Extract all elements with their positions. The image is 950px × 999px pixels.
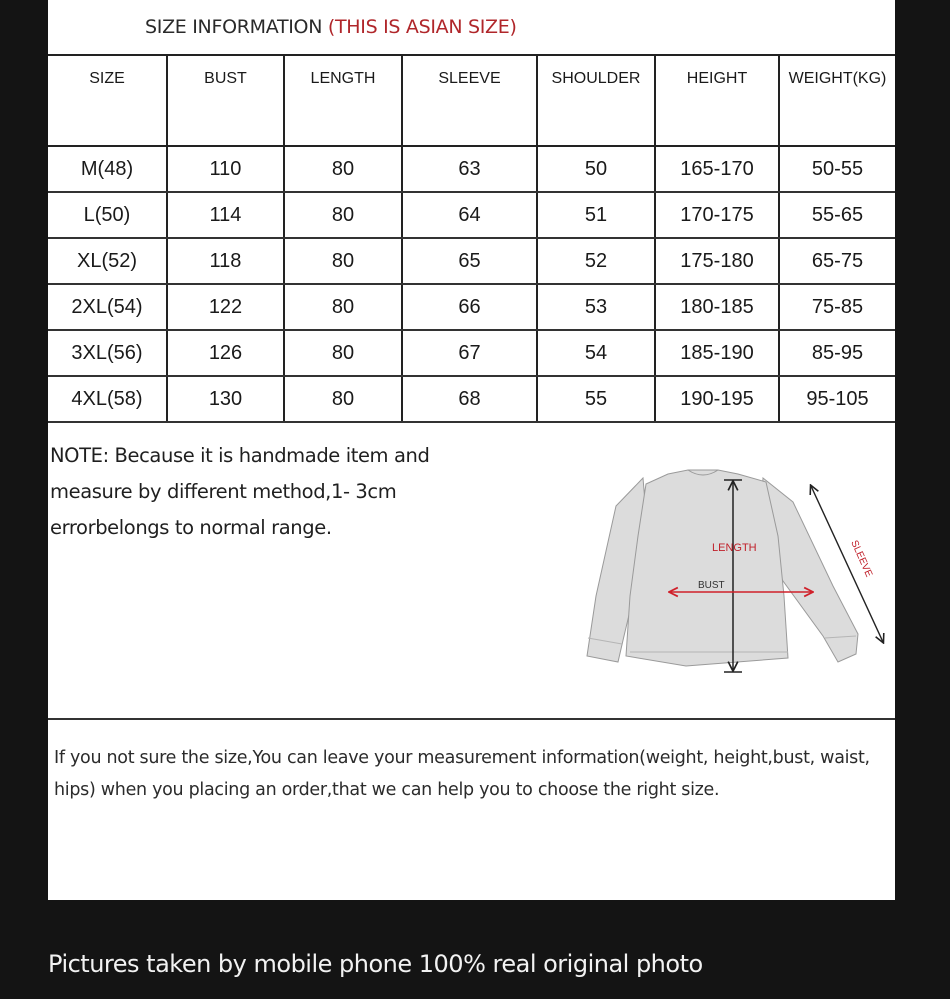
table-cell: 85-95 <box>779 330 895 376</box>
table-cell: 114 <box>167 192 284 238</box>
size-cell: 3XL(56) <box>48 330 167 376</box>
table-cell: 80 <box>284 192 402 238</box>
column-header: SHOULDER <box>537 55 655 146</box>
sleeve-label: SLEEVE <box>848 538 875 579</box>
bust-label: BUST <box>698 580 725 591</box>
table-cell: 50 <box>537 146 655 192</box>
table-row <box>48 238 895 284</box>
table-cell: 63 <box>402 146 537 192</box>
size-table-body <box>48 146 895 422</box>
size-info-title-text: SIZE INFORMATION <box>145 16 328 38</box>
size-cell: M(48) <box>48 146 167 192</box>
jacket-measurement-diagram <box>538 466 875 678</box>
table-row <box>48 192 895 238</box>
note-line: measure by different method,1- 3cm <box>50 480 397 503</box>
table-cell: 66 <box>402 284 537 330</box>
table-cell: 67 <box>402 330 537 376</box>
size-cell: 2XL(54) <box>48 284 167 330</box>
handmade-note <box>50 438 460 546</box>
column-header: HEIGHT <box>655 55 779 146</box>
table-cell: 55-65 <box>779 192 895 238</box>
column-header: WEIGHT(KG) <box>779 55 895 146</box>
photo-footer-caption: Pictures taken by mobile phone 100% real original photo <box>48 950 703 978</box>
table-cell: 51 <box>537 192 655 238</box>
size-info-title <box>145 16 517 38</box>
table-cell: 64 <box>402 192 537 238</box>
table-cell: 68 <box>402 376 537 422</box>
table-cell: 80 <box>284 284 402 330</box>
table-cell: 175-180 <box>655 238 779 284</box>
note-line: NOTE: Because it is handmade item and <box>50 444 430 467</box>
table-row <box>48 330 895 376</box>
table-cell: 80 <box>284 238 402 284</box>
table-cell: 165-170 <box>655 146 779 192</box>
column-header: BUST <box>167 55 284 146</box>
table-cell: 80 <box>284 146 402 192</box>
table-cell: 95-105 <box>779 376 895 422</box>
table-cell: 185-190 <box>655 330 779 376</box>
table-row <box>48 146 895 192</box>
size-cell: L(50) <box>48 192 167 238</box>
table-cell: 54 <box>537 330 655 376</box>
table-cell: 126 <box>167 330 284 376</box>
table-cell: 190-195 <box>655 376 779 422</box>
jacket-body <box>626 470 788 666</box>
length-label: LENGTH <box>712 542 757 554</box>
size-advice-text: If you not sure the size,You can leave your measurement information(weight, height,bust, waist, hips) when you placing an order,that we can help you to choose the right size. <box>54 748 870 800</box>
table-cell: 55 <box>537 376 655 422</box>
table-cell: 122 <box>167 284 284 330</box>
note-line: errorbelongs to normal range. <box>50 516 332 539</box>
asian-size-notice: (THIS IS ASIAN SIZE) <box>327 16 517 38</box>
table-cell: 170-175 <box>655 192 779 238</box>
size-chart-sheet <box>48 0 895 900</box>
column-header: LENGTH <box>284 55 402 146</box>
table-cell: 110 <box>167 146 284 192</box>
table-cell: 65-75 <box>779 238 895 284</box>
table-cell: 180-185 <box>655 284 779 330</box>
size-cell: XL(52) <box>48 238 167 284</box>
table-cell: 65 <box>402 238 537 284</box>
header-row <box>48 55 895 146</box>
table-cell: 118 <box>167 238 284 284</box>
table-row <box>48 284 895 330</box>
size-table <box>48 54 895 423</box>
size-table-header <box>48 55 895 146</box>
table-cell: 130 <box>167 376 284 422</box>
table-cell: 50-55 <box>779 146 895 192</box>
column-header: SIZE <box>48 55 167 146</box>
column-header: SLEEVE <box>402 55 537 146</box>
table-cell: 52 <box>537 238 655 284</box>
table-cell: 80 <box>284 330 402 376</box>
section-divider <box>48 718 895 720</box>
table-cell: 53 <box>537 284 655 330</box>
table-cell: 80 <box>284 376 402 422</box>
size-cell: 4XL(58) <box>48 376 167 422</box>
table-cell: 75-85 <box>779 284 895 330</box>
table-row <box>48 376 895 422</box>
